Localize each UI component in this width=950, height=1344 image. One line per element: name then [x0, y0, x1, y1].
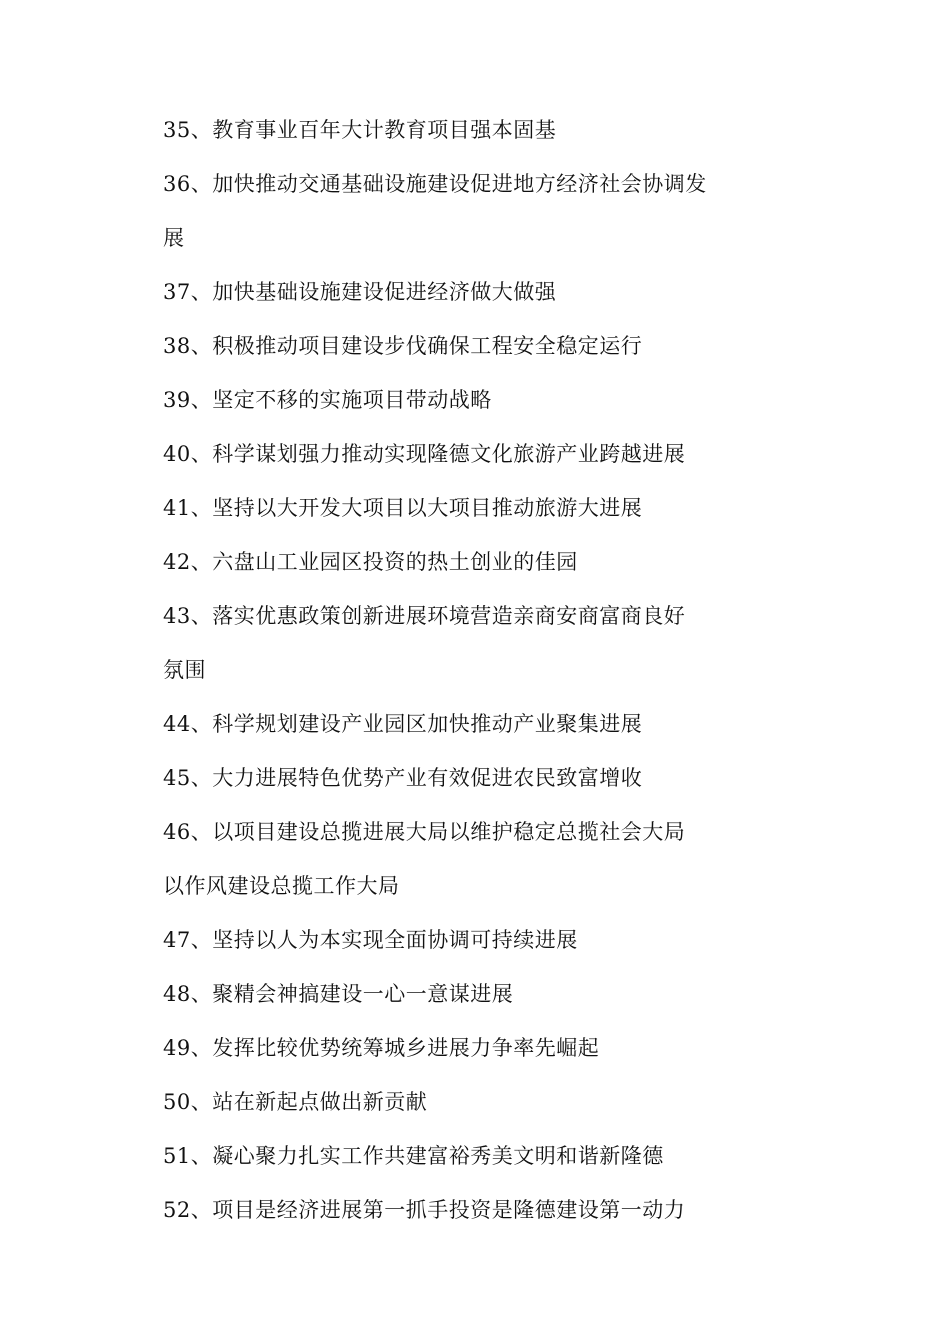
text-line: 35、教育事业百年大计教育项目强本固基	[163, 118, 557, 142]
text-line: 43、落实优惠政策创新进展环境营造亲商安商富商良好	[163, 604, 686, 628]
text-line: 41、坚持以大开发大项目以大项目推动旅游大进展	[163, 496, 643, 520]
text-line: 39、坚定不移的实施项目带动战略	[163, 388, 492, 412]
text-line: 44、科学规划建设产业园区加快推动产业聚集进展	[163, 712, 643, 736]
text-line: 40、科学谋划强力推动实现隆德文化旅游产业跨越进展	[163, 442, 686, 466]
text-line: 36、加快推动交通基础设施建设促进地方经济社会协调发	[163, 172, 707, 196]
text-line: 42、六盘山工业园区投资的热土创业的佳园	[163, 550, 578, 574]
text-line: 以作风建设总揽工作大局	[163, 874, 400, 898]
text-line: 51、凝心聚力扎实工作共建富裕秀美文明和谐新隆德	[163, 1144, 664, 1168]
text-line: 展	[163, 226, 185, 250]
text-line: 37、加快基础设施建设促进经济做大做强	[163, 280, 557, 304]
text-line: 46、以项目建设总揽进展大局以维护稳定总揽社会大局	[163, 820, 686, 844]
text-line: 氛围	[163, 658, 206, 682]
text-line: 49、发挥比较优势统筹城乡进展力争率先崛起	[163, 1036, 600, 1060]
text-line: 52、项目是经济进展第一抓手投资是隆德建设第一动力	[163, 1198, 686, 1222]
text-line: 50、站在新起点做出新贡献	[163, 1090, 428, 1114]
text-line: 47、坚持以人为本实现全面协调可持续进展	[163, 928, 578, 952]
text-line: 45、大力进展特色优势产业有效促进农民致富增收	[163, 766, 643, 790]
slogan-list	[163, 112, 723, 1246]
text-line: 48、聚精会神搞建设一心一意谋进展	[163, 982, 514, 1006]
text-line: 38、积极推动项目建设步伐确保工程安全稳定运行	[163, 334, 643, 358]
